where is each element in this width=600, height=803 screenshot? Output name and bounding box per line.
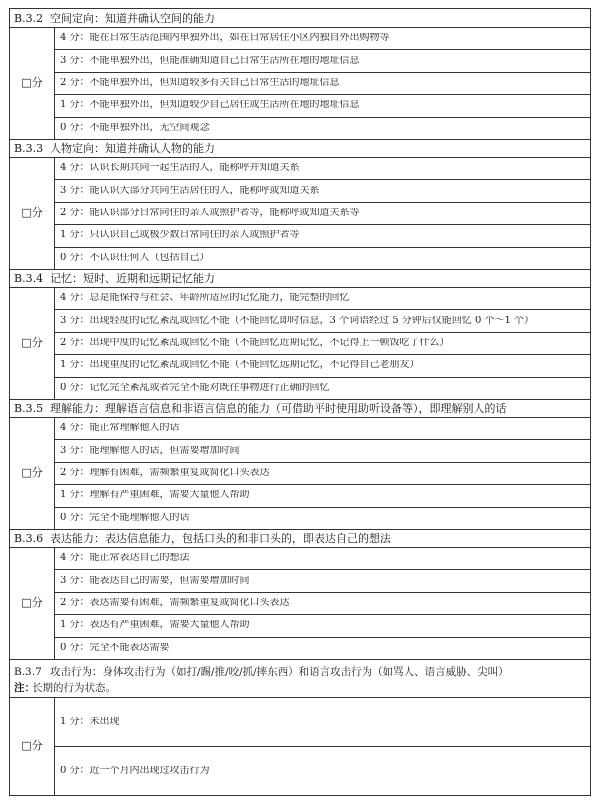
row-divider <box>10 287 590 288</box>
score-option: 1 分：出现重度的记忆紊乱或回忆不能（不能回忆远期记忆，不记得自己老朋友） <box>60 360 420 371</box>
score-field[interactable] <box>10 467 54 478</box>
score-option: 0 分：近一个月内出现过攻击行为 <box>60 765 210 776</box>
score-field[interactable] <box>10 207 54 218</box>
score-option: 0 分：完全不能理解他人的话 <box>60 512 190 523</box>
score-option: 3 分：出现轻度的记忆紊乱或回忆不能（不能回忆即时信息，3 个词语经过 5 分钟后仅能回忆 0 个～1 个） <box>60 315 535 326</box>
row-divider <box>55 94 590 95</box>
row-divider <box>55 439 590 440</box>
score-option: 0 分：不能单独外出，无空间观念 <box>60 122 210 133</box>
row-divider <box>10 27 590 28</box>
row-divider <box>10 547 590 548</box>
score-option: 2 分：理解有困难，需频繁重复或简化口头表达 <box>60 468 270 478</box>
section-header <box>10 269 590 287</box>
section-code: B.3.4 <box>14 271 44 285</box>
score-option: 4 分：认识长期共同一起生活的人，能称呼并知道关系 <box>60 163 300 174</box>
score-option: 4 分：能正常表达自己的想法 <box>60 553 190 564</box>
section-code: B.3.5 <box>14 401 44 415</box>
score-field[interactable] <box>10 77 54 88</box>
score-option: 0 分：完全不能表达需要 <box>60 642 170 653</box>
row-divider <box>55 614 590 615</box>
score-label: □分 <box>21 336 43 349</box>
score-field[interactable] <box>10 337 54 348</box>
score-option: 3 分：能表达自己的需要，但需要增加时间 <box>60 575 250 586</box>
section-title: 理解能力：理解语言信息和非语言信息的能力（可借助平时使用助听设备等），即理解别人的话 <box>50 401 507 415</box>
row-divider <box>55 462 590 463</box>
row-divider <box>10 659 590 660</box>
row-divider <box>55 377 590 378</box>
row-divider <box>55 484 590 485</box>
note-text: 长期的行为状态。 <box>32 682 116 694</box>
section-title: 记忆：短时、近期和远期记忆能力 <box>50 271 215 285</box>
row-divider <box>55 507 590 508</box>
row-divider <box>55 117 590 118</box>
section-code: B.3.6 <box>14 531 44 545</box>
row-divider <box>10 157 590 158</box>
column-divider <box>54 27 55 139</box>
row-divider <box>55 72 590 73</box>
row-divider <box>55 247 590 248</box>
score-field[interactable] <box>10 740 54 751</box>
score-option: 1 分：理解有严重困难，需要大量他人帮助 <box>60 490 250 501</box>
column-divider <box>54 547 55 659</box>
score-option: 2 分：出现中度的记忆紊乱或回忆不能（不能回忆近期记忆，不记得上一顿饭吃了什么） <box>60 338 450 348</box>
section-code: B.3.2 <box>14 11 44 25</box>
score-label: □分 <box>21 596 43 609</box>
row-divider <box>55 49 590 50</box>
section-header <box>10 399 590 417</box>
score-option: 3 分：能理解他人的话，但需要增加时间 <box>60 445 240 456</box>
section-title: 攻击行为：身体攻击行为（如打/踢/推/咬/抓/摔东西）和语言攻击行为（如骂人、语言威胁、尖叫） <box>50 666 509 678</box>
score-field[interactable] <box>10 597 54 608</box>
section-title: 人物定向：知道并确认人物的能力 <box>50 141 215 155</box>
row-divider <box>55 332 590 333</box>
column-divider <box>54 417 55 529</box>
section-title: 空间定向：知道并确认空间的能力 <box>50 11 215 25</box>
section-code: B.3.7 <box>14 666 42 678</box>
section-code: B.3.3 <box>14 141 44 155</box>
score-option: 2 分：表达需要有困难，需频繁重复或简化口头表达 <box>60 598 290 608</box>
row-divider <box>55 224 590 225</box>
row-divider <box>55 637 590 638</box>
row-divider <box>55 179 590 180</box>
section-header <box>10 9 590 27</box>
section-header <box>10 529 590 547</box>
row-divider <box>55 746 590 747</box>
row-divider <box>55 309 590 310</box>
score-option: 4 分：能在日常生活范围内单独外出，如在日常居住小区内独自外出购物等 <box>60 33 390 44</box>
score-option: 0 分：不认识任何人（包括自己） <box>60 252 210 263</box>
row-divider <box>55 592 590 593</box>
score-option: 0 分：记忆完全紊乱或者完全不能对既往事物进行正确的回忆 <box>60 382 330 393</box>
column-divider <box>54 287 55 399</box>
assessment-form-table <box>9 8 591 796</box>
note-label: 注： <box>14 682 35 694</box>
row-divider <box>55 354 590 355</box>
score-label: □分 <box>21 206 43 219</box>
score-label: □分 <box>21 466 43 479</box>
row-divider <box>55 569 590 570</box>
score-option: 3 分：能认识大部分共同生活居住的人，能称呼或知道关系 <box>60 185 320 196</box>
score-label: □分 <box>21 76 43 89</box>
score-label: □分 <box>21 739 43 752</box>
section-title: 表达能力：表达信息能力，包括口头的和非口头的，即表达自己的想法 <box>50 531 391 545</box>
row-divider <box>10 417 590 418</box>
score-option: 2 分：能认识部分日常同住的亲人或照护者等，能称呼或知道关系等 <box>60 208 360 218</box>
score-option: 4 分：总是能保持与社会、年龄所适应的记忆能力，能完整的回忆 <box>60 293 350 304</box>
score-option: 3 分：不能单独外出，但能准确知道自己日常生活所在地的地址信息 <box>60 55 360 66</box>
row-divider <box>10 697 590 698</box>
score-option: 4 分：能正常理解他人的话 <box>60 423 180 434</box>
score-option: 1 分：只认识自己或极少数日常同住的亲人或照护者等 <box>60 230 300 241</box>
score-option: 1 分：不能单独外出，但知道较少自己居住或生活所在地的地址信息 <box>60 100 360 111</box>
score-option: 1 分：未出现 <box>60 716 120 727</box>
score-option: 2 分：不能单独外出，但知道较多有关自己日常生活的地址信息 <box>60 78 340 88</box>
score-option: 1 分：表达有严重困难，需要大量他人帮助 <box>60 620 250 631</box>
section-header <box>10 139 590 157</box>
row-divider <box>55 202 590 203</box>
column-divider <box>54 157 55 269</box>
